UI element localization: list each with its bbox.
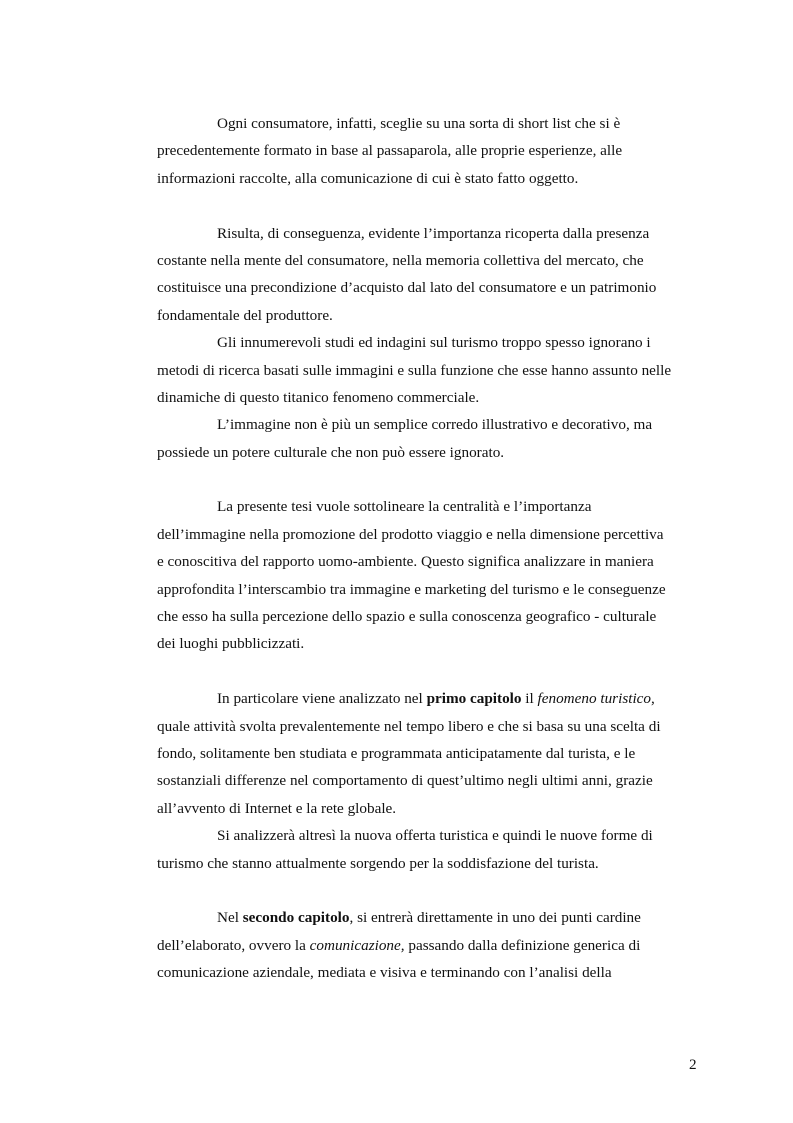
paragraph-5 xyxy=(157,493,702,657)
text-line: metodi di ricerca basati sulle immagini e sulla funzione che esse hanno assunto nelle xyxy=(157,361,672,379)
bold-term: primo capitolo xyxy=(426,690,522,708)
page-number: 2 xyxy=(689,1056,697,1073)
italic-term: fenomeno turistico xyxy=(537,690,651,708)
text-run: dell’elaborato, ovvero la xyxy=(157,936,310,954)
text-line: turismo che stanno attualmente sorgendo per la soddisfazione del turista. xyxy=(157,854,599,872)
italic-term: comunicazione, xyxy=(309,936,405,954)
paragraph-1 xyxy=(157,110,702,192)
text-line: che esso ha sulla percezione dello spazio e sulla conoscenza geografico - culturale xyxy=(157,608,657,626)
text-run: il xyxy=(521,690,538,708)
text-line: La presente tesi vuole sottolineare la centralità e l’importanza xyxy=(217,498,592,516)
text-line: possiede un potere culturale che non può essere ignorato. xyxy=(157,443,505,461)
text-line: quale attività svolta prevalentemente nel tempo libero e che si basa su una scelta di xyxy=(157,717,661,735)
text-line: Gli innumerevoli studi ed indagini sul turismo troppo spesso ignorano i xyxy=(217,334,651,352)
text-run: passando dalla definizione generica di xyxy=(404,936,641,954)
paragraph-8 xyxy=(157,904,702,986)
text-line: dei luoghi pubblicizzati. xyxy=(157,635,305,653)
text-line xyxy=(157,932,702,959)
text-line: Si analizzerà altresì la nuova offerta turistica e quindi le nuove forme di xyxy=(217,827,653,845)
bold-term: secondo capitolo xyxy=(242,909,350,927)
text-line: fondo, solitamente ben studiata e programmata anticipatamente dal turista, e le xyxy=(157,744,636,762)
text-line: costituisce una precondizione d’acquisto dal lato del consumatore e un patrimonio xyxy=(157,279,657,297)
text-line: precedentemente formato in base al passaparola, alle proprie esperienze, alle xyxy=(157,142,623,160)
text-line: fondamentale del produttore. xyxy=(157,306,333,324)
paragraph-7 xyxy=(157,822,702,877)
text-line: e conoscitiva del rapporto uomo-ambiente. Questo significa analizzare in maniera xyxy=(157,553,654,571)
paragraph-2 xyxy=(157,220,702,330)
paragraph-gap xyxy=(157,192,702,219)
paragraph-gap xyxy=(157,877,702,904)
text-run: , xyxy=(651,690,655,708)
text-line: informazioni raccolte, alla comunicazione di cui è stato fatto oggetto. xyxy=(157,169,579,187)
text-run: , si entrerà direttamente in uno dei punti cardine xyxy=(349,909,641,927)
paragraph-3 xyxy=(157,329,702,411)
text-line: dell’immagine nella promozione del prodotto viaggio e nella dimensione percettiva xyxy=(157,525,664,543)
text-line: Risulta, di conseguenza, evidente l’importanza ricoperta dalla presenza xyxy=(217,224,650,242)
text-line: costante nella mente del consumatore, nella memoria collettiva del mercato, che xyxy=(157,251,644,269)
text-line: approfondita l’interscambio tra immagine e marketing del turismo e le conseguenze xyxy=(157,580,666,598)
text-line: all’avvento di Internet e la rete globale. xyxy=(157,799,397,817)
paragraph-gap xyxy=(157,658,702,685)
text-run: In particolare viene analizzato nel xyxy=(217,690,427,708)
text-line xyxy=(157,685,702,712)
text-line: L’immagine non è più un semplice corredo illustrativo e decorativo, ma xyxy=(217,416,653,434)
text-line: comunicazione aziendale, mediata e visiva e terminando con l’analisi della xyxy=(157,964,612,982)
paragraph-gap xyxy=(157,466,702,493)
paragraph-4 xyxy=(157,411,702,466)
paragraph-6 xyxy=(157,685,702,822)
text-run: Nel xyxy=(217,909,243,927)
text-line: sostanziali differenze nel comportamento di quest’ultimo negli ultimi anni, grazie xyxy=(157,772,653,790)
body-text xyxy=(157,110,702,987)
text-line: dinamiche di questo titanico fenomeno commerciale. xyxy=(157,388,480,406)
text-line: Ogni consumatore, infatti, sceglie su una sorta di short list che si è xyxy=(217,115,621,132)
text-line xyxy=(157,904,702,931)
